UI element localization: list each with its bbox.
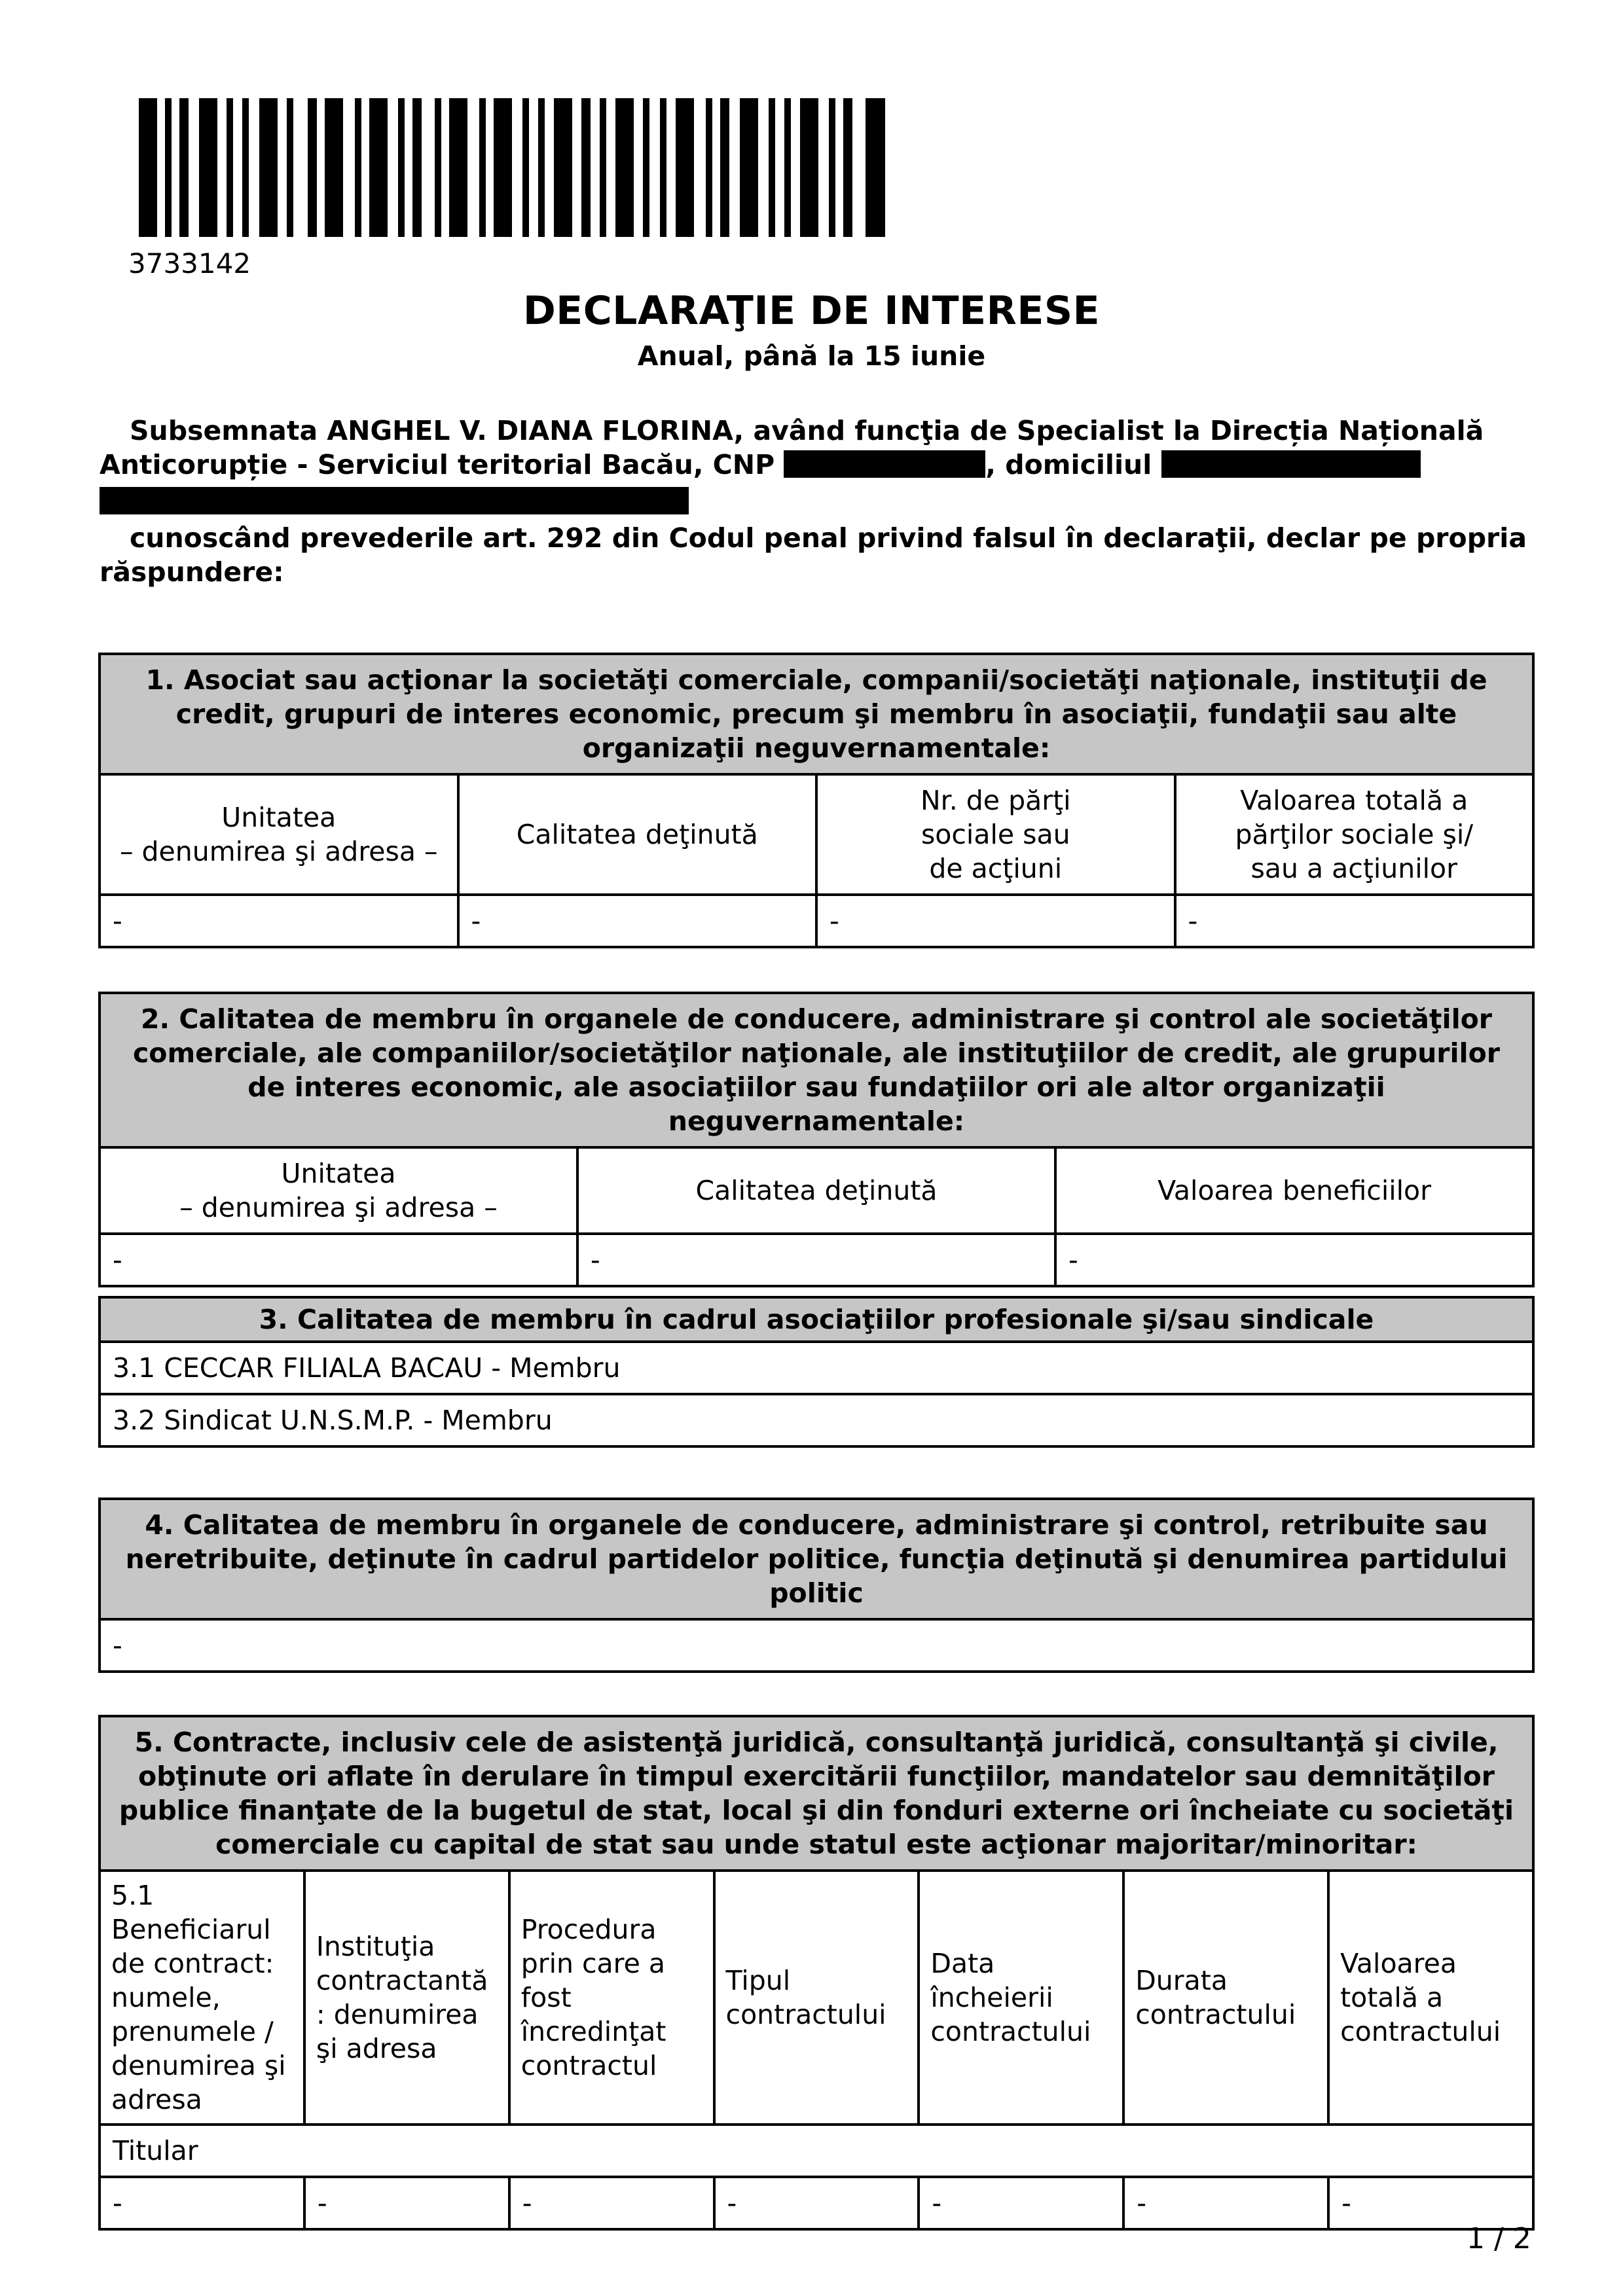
section-2-table bbox=[98, 992, 1535, 1287]
list-item bbox=[100, 1394, 1533, 1446]
table-cell: - bbox=[714, 2177, 919, 2229]
barcode bbox=[139, 98, 885, 237]
intro-line-1 bbox=[100, 414, 1527, 448]
table-cell: - bbox=[100, 895, 458, 947]
intro-text-1: Subsemnata ANGHEL V. DIANA FLORINA, având funcţia de Specialist la Direcția Națională bbox=[130, 415, 1484, 446]
intro-text-4: răspundere: bbox=[100, 556, 284, 588]
section-1-table bbox=[98, 653, 1535, 948]
table-cell: - bbox=[919, 2177, 1123, 2229]
table-cell: - bbox=[509, 2177, 714, 2229]
page-subtitle: Anual, până la 15 iunie bbox=[637, 340, 986, 372]
column-header bbox=[304, 1871, 509, 2125]
column-header-text: Instituţia contractantă : denumirea şi adresa bbox=[316, 1931, 488, 2064]
intro-text-2a: Anticorupție - Serviciul teritorial Bacău, CNP bbox=[100, 449, 775, 480]
column-header-text: Unitatea – denumirea şi adresa – bbox=[179, 1158, 498, 1223]
column-header bbox=[1123, 1871, 1328, 2125]
column-header-text: Unitatea – denumirea şi adresa – bbox=[119, 802, 438, 867]
table-row bbox=[100, 2177, 1533, 2229]
column-header bbox=[919, 1871, 1123, 2125]
titular-label: Titular bbox=[100, 2125, 1533, 2177]
table-cell: - bbox=[458, 895, 817, 947]
column-header bbox=[1175, 774, 1534, 895]
column-header bbox=[1055, 1147, 1533, 1234]
table-cell: - bbox=[1175, 895, 1534, 947]
section-5-heading: 5. Contracte, inclusiv cele de asistenţă juridică, consultanţă juridică, consultanţă şi civile, obţinute ori aflate în derulare în timpul exercitării funcţiilor, mandatelor sau demnităţilor publice finanţate de la bugetul de stat, local şi din fonduri externe ori încheiate cu societăţi comerciale cu capital de stat sau unde statul este acţionar majoritar/minoritar: bbox=[100, 1716, 1533, 1871]
column-header bbox=[100, 1871, 304, 2125]
intro-text-3: cunoscând prevederile art. 292 din Codul penal privind falsul în declaraţii, declar pe propria bbox=[130, 522, 1527, 554]
column-header-text: Valoarea totală a contractului bbox=[1340, 1948, 1501, 2047]
section-1-heading: 1. Asociat sau acţionar la societăţi comerciale, companii/societăţi naţionale, instituţii de credit, grupuri de interes economic, precum şi membru în asociaţii, fundaţii sau alte organizaţii neguvernamentale: bbox=[100, 654, 1533, 774]
column-header bbox=[458, 774, 817, 895]
intro-text-2b: , domiciliul bbox=[985, 449, 1152, 480]
column-header-text: Procedura prin care a fost încredinţat contractul bbox=[520, 1914, 666, 2081]
column-header bbox=[714, 1871, 919, 2125]
page-number: 1 / 2 bbox=[1467, 2222, 1531, 2255]
membership-item: 3.1 CECCAR FILIALA BACAU - Membru bbox=[100, 1342, 1533, 1394]
section-5-header-row bbox=[100, 1716, 1533, 1871]
table-cell: - bbox=[577, 1234, 1055, 1286]
redacted-address bbox=[1161, 450, 1421, 478]
table-cell: - bbox=[1055, 1234, 1533, 1286]
titular-row bbox=[100, 2125, 1533, 2177]
table-row bbox=[100, 895, 1533, 947]
section-2-header-row bbox=[100, 993, 1533, 1147]
column-header-text: 5.1 Beneficiarul de contract: numele, prenumele / denumirea şi adresa bbox=[111, 1880, 286, 2115]
table-row bbox=[100, 1619, 1533, 1672]
table-cell: - bbox=[100, 2177, 304, 2229]
section-1-columns-row bbox=[100, 774, 1533, 895]
column-header-text: Nr. de părţi sociale sau de acţiuni bbox=[920, 785, 1071, 884]
column-header bbox=[100, 1147, 577, 1234]
section-3-table bbox=[98, 1296, 1535, 1448]
redacted-cnp bbox=[784, 450, 985, 478]
section-2-heading: 2. Calitatea de membru în organele de conducere, administrare şi control ale societăţilor comerciale, ale companiilor/societăţilor naţionale, ale instituţiilor de credit, ale grupurilor de interes economic, ale asociaţiilor sau fundaţiilor ori ale altor organizaţii neguvernamentale: bbox=[100, 993, 1533, 1147]
list-item bbox=[100, 1342, 1533, 1394]
table-cell: - bbox=[1123, 2177, 1328, 2229]
column-header-text: Calitatea deţinută bbox=[516, 819, 758, 850]
section-5-columns-row bbox=[100, 1871, 1533, 2125]
intro-redaction-line bbox=[100, 484, 1527, 518]
table-cell: - bbox=[1328, 2177, 1533, 2229]
intro-line-3 bbox=[100, 521, 1527, 555]
section-2-columns-row bbox=[100, 1147, 1533, 1234]
column-header bbox=[509, 1871, 714, 2125]
column-header-text: Valoarea totală a părţilor sociale şi/ sau a acţiunilor bbox=[1235, 785, 1474, 884]
section-1-header-row bbox=[100, 654, 1533, 774]
table-cell: - bbox=[100, 1234, 577, 1286]
redacted-address-continued bbox=[100, 487, 689, 514]
intro-line-4 bbox=[100, 555, 1527, 589]
column-header-text: Calitatea deţinută bbox=[695, 1175, 938, 1206]
page-title: DECLARAŢIE DE INTERESE bbox=[522, 288, 1101, 334]
section-5-table bbox=[98, 1715, 1535, 2231]
section-4-heading: 4. Calitatea de membru în organele de conducere, administrare şi control, retribuite sau neretribuite, deţinute în cadrul partidelor politice, funcţia deţinută şi denumirea partidului politic bbox=[100, 1499, 1533, 1619]
column-header bbox=[100, 774, 458, 895]
column-header-text: Durata contractului bbox=[1135, 1965, 1296, 2030]
column-header bbox=[816, 774, 1175, 895]
table-row bbox=[100, 1234, 1533, 1286]
intro-line-2 bbox=[100, 448, 1527, 482]
section-3-header-row bbox=[100, 1297, 1533, 1342]
section-3-heading: 3. Calitatea de membru în cadrul asociaţiilor profesionale şi/sau sindicale bbox=[100, 1297, 1533, 1342]
column-header bbox=[577, 1147, 1055, 1234]
column-header-text: Valoarea beneficiilor bbox=[1158, 1175, 1431, 1206]
table-cell: - bbox=[100, 1619, 1533, 1672]
membership-item: 3.2 Sindicat U.N.S.M.P. - Membru bbox=[100, 1394, 1533, 1446]
table-cell: - bbox=[816, 895, 1175, 947]
table-cell: - bbox=[304, 2177, 509, 2229]
column-header-text: Tipul contractului bbox=[725, 1965, 886, 2030]
section-4-table bbox=[98, 1498, 1535, 1673]
column-header bbox=[1328, 1871, 1533, 2125]
column-header-text: Data încheierii contractului bbox=[930, 1948, 1091, 2047]
section-4-header-row bbox=[100, 1499, 1533, 1619]
document-id: 3733142 bbox=[128, 247, 251, 279]
